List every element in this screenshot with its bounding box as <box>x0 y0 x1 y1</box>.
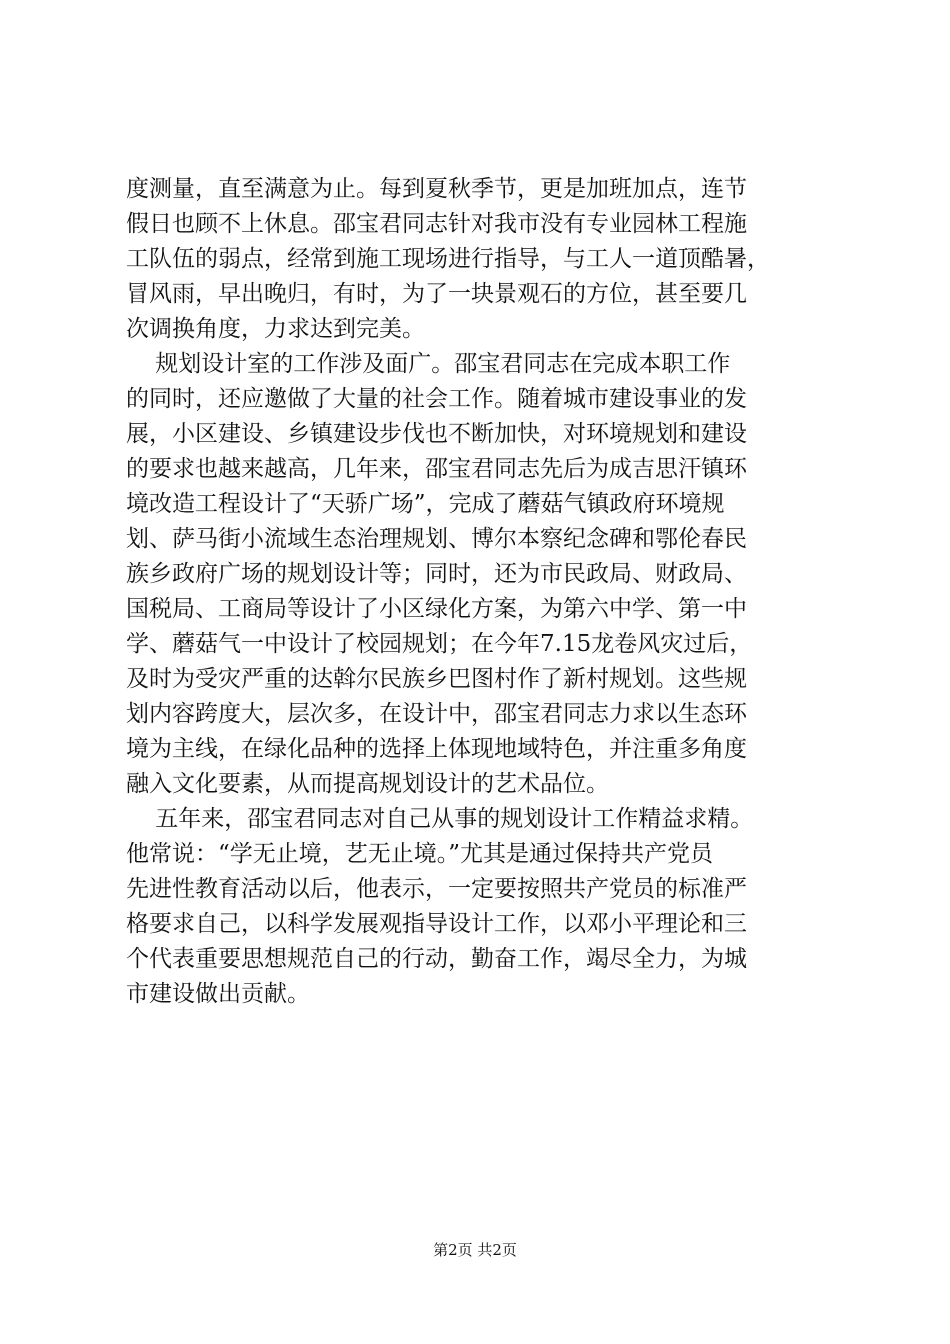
text-line: 划、萨马街小流域生态治理规划、博尔本察纪念碑和鄂伦春民 <box>126 526 747 552</box>
text-line: 展，小区建设、乡镇建设步伐也不断加快，对环境规划和建设 <box>126 421 747 447</box>
text-line: 国税局、工商局等设计了小区绿化方案，为第六中学、第一中 <box>126 596 747 622</box>
text-line: 个代表重要思想规范自己的行动，勤奋工作，竭尽全力，为城 <box>126 946 747 972</box>
text-line: 市建设做出贡献。 <box>126 981 310 1007</box>
text-line: 学、蘑菇气一中设计了校园规划；在今年7.15龙卷风灾过后， <box>126 631 753 657</box>
text-line: 次调换角度，力求达到完美。 <box>126 316 425 342</box>
text-line: 规划设计室的工作涉及面广。邵宝君同志在完成本职工作 <box>126 351 731 377</box>
text-line: 度测量，直至满意为止。每到夏秋季节，更是加班加点，连节 <box>126 176 747 202</box>
text-line: 五年来，邵宝君同志对自己从事的规划设计工作精益求精。 <box>126 806 754 832</box>
page-number-footer: 第2页 共2页 <box>433 1241 517 1259</box>
text-line: 工队伍的弱点，经常到施工现场进行指导，与工人一道顶酷暑， <box>126 246 770 272</box>
body-text <box>126 172 838 1012</box>
text-line: 融入文化要素，从而提高规划设计的艺术品位。 <box>126 771 609 797</box>
text-line: 境改造工程设计了“天骄广场”，完成了蘑菇气镇政府环境规 <box>126 491 725 517</box>
text-line: 族乡政府广场的规划设计等；同时，还为市民政局、财政局、 <box>126 561 747 587</box>
text-line: 划内容跨度大，层次多，在设计中，邵宝君同志力求以生态环 <box>126 701 747 727</box>
text-line: 先进性教育活动以后，他表示，一定要按照共产党员的标准严 <box>126 876 747 902</box>
text-line: 冒风雨，早出晚归，有时，为了一块景观石的方位，甚至要几 <box>126 281 747 307</box>
text-line: 他常说：“学无止境，艺无止境。”尤其是通过保持共产党员 <box>126 841 714 867</box>
text-line: 格要求自己，以科学发展观指导设计工作，以邓小平理论和三 <box>126 911 747 937</box>
text-line: 假日也顾不上休息。邵宝君同志针对我市没有专业园林工程施 <box>126 211 747 237</box>
text-line: 的同时，还应邀做了大量的社会工作。随着城市建设事业的发 <box>126 386 747 412</box>
text-line: 的要求也越来越高，几年来，邵宝君同志先后为成吉思汗镇环 <box>126 456 747 482</box>
text-line: 及时为受灾严重的达斡尔民族乡巴图村作了新村规划。这些规 <box>126 666 747 692</box>
text-line: 境为主线，在绿化品种的选择上体现地域特色，并注重多角度 <box>126 736 747 762</box>
